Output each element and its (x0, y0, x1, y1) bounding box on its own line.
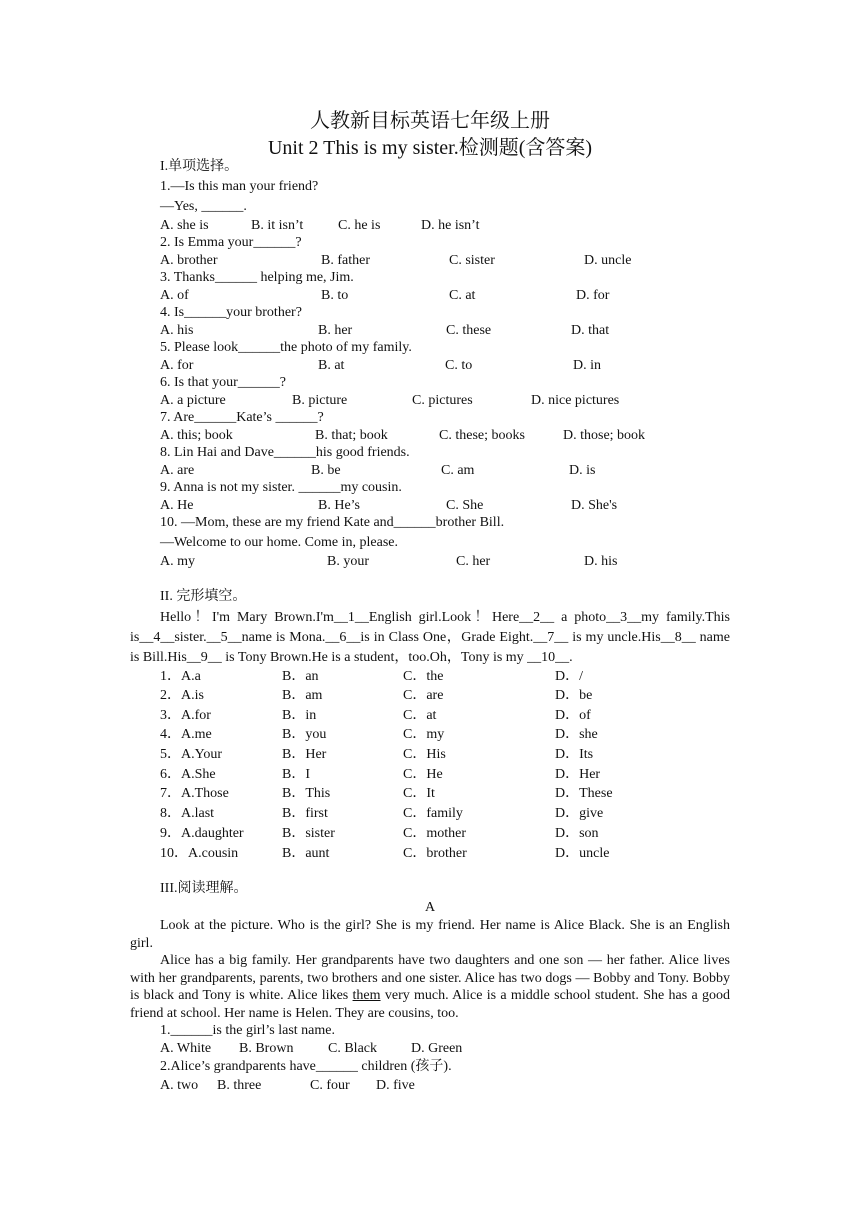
option-d: D. Green (411, 1041, 463, 1056)
underlined-word: them (352, 988, 381, 1003)
option-c: C. four (310, 1078, 350, 1093)
cloze-option-a: 1．A.a (160, 669, 201, 684)
cloze-option-a: 8．A.last (160, 806, 215, 821)
cloze-option-b: B．This (282, 786, 331, 801)
cloze-option-a: 5．A.Your (160, 747, 222, 762)
cloze-option-b: B．an (282, 669, 319, 684)
question-stem: 6. Is that your______? (160, 375, 286, 390)
cloze-option-d: D．uncle (555, 846, 610, 861)
option-a: A. He (160, 498, 194, 513)
section-heading-1: I.单项选择。 (160, 159, 239, 174)
cloze-option-b: B．I (282, 767, 310, 782)
question-stem-2: —Welcome to our home. Come in, please. (160, 535, 398, 550)
option-a: A. White (160, 1041, 212, 1056)
cloze-option-b: B．sister (282, 826, 335, 841)
option-c: C. at (449, 288, 476, 303)
question-stem: 7. Are______Kate’s ______? (160, 410, 324, 425)
option-b: B. it isn’t (251, 218, 304, 233)
option-a: A. my (160, 554, 195, 569)
option-d: D. that (571, 323, 610, 338)
cloze-passage: Hello！I'm Mary Brown.I'm__1__English girl.Look！Here__2__ a photo__3__my family.This is__4__sister.__5__name is Mona.__6__is in Class One，Grade Eight.__7__ is my uncle.His__8__ name is Bill.His__9__ is Tony Brown.He is a student，too.Oh，Tony is my __10__. (130, 610, 730, 665)
option-c: C. these (446, 323, 492, 338)
option-c: C. he is (338, 218, 381, 233)
cloze-option-b: B．aunt (282, 846, 330, 861)
option-b: B. He’s (318, 498, 360, 513)
cloze-option-c: C．the (403, 669, 444, 684)
option-a: A. two (160, 1078, 199, 1093)
cloze-option-d: D．These (555, 786, 613, 801)
reading-paragraph-1: Look at the picture. Who is the girl? She is my friend. Her name is Alice Black. She is an English girl. (130, 918, 730, 951)
question-stem: 9. Anna is not my sister. ______my cousin. (160, 480, 402, 495)
option-a: A. this; book (160, 428, 233, 443)
option-b: B. your (327, 554, 369, 569)
option-d: D. uncle (584, 253, 632, 268)
cloze-option-c: C．brother (403, 846, 467, 861)
option-b: B. picture (292, 393, 348, 408)
question-stem-2: —Yes, ______. (160, 199, 247, 214)
cloze-option-c: C．His (403, 747, 446, 762)
cloze-option-b: B．in (282, 708, 317, 723)
option-c: C. pictures (412, 393, 473, 408)
cloze-option-c: C．at (403, 708, 437, 723)
cloze-option-d: D．Her (555, 767, 601, 782)
question-stem: 10. —Mom, these are my friend Kate and______brother Bill. (160, 515, 505, 530)
section-heading-3: III.阅读理解。 (160, 881, 248, 896)
cloze-option-c: C．He (403, 767, 443, 782)
paragraph-text: Alice has a big family. Her grandparents have two daughters and one son — her father. Alice lives with her grandparents, parents, two brothers and one sister. Alice has two dogs — Bobby and Tony. Bobby is black and Tony is white. Alice likes (130, 953, 730, 1003)
option-c: C. these; books (439, 428, 525, 443)
option-c: C. to (445, 358, 473, 373)
option-b: B. three (217, 1078, 262, 1093)
option-b: B. at (318, 358, 345, 373)
question-stem: 8. Lin Hai and Dave______his good friends. (160, 445, 410, 460)
option-b: B. that; book (315, 428, 388, 443)
option-b: B. father (321, 253, 370, 268)
option-d: D. is (569, 463, 596, 478)
option-c: C. her (456, 554, 491, 569)
option-d: D. in (573, 358, 601, 373)
reading-question: 1.______is the girl’s last name. (160, 1023, 335, 1038)
option-d: D. those; book (563, 428, 646, 443)
option-c: C. am (441, 463, 475, 478)
page-subtitle: Unit 2 This is my sister.检测题(含答案) (267, 137, 593, 159)
cloze-option-a: 7．A.Those (160, 786, 229, 801)
option-a: A. for (160, 358, 194, 373)
paragraph-text: very much. Alice is a middle school student. She has a good friend at school. Her name is Helen. They are cousins, too. (130, 988, 731, 1021)
cloze-option-d: D．of (555, 708, 591, 723)
cloze-option-b: B．first (282, 806, 328, 821)
option-a: A. a picture (160, 393, 226, 408)
option-c: C. She (446, 498, 484, 513)
cloze-option-a: 3．A.for (160, 708, 211, 723)
section-heading-2: II. 完形填空。 (160, 589, 247, 604)
question-stem: 4. Is______your brother? (160, 305, 302, 320)
option-d: D. for (576, 288, 610, 303)
option-d: D. five (376, 1078, 415, 1093)
cloze-option-c: C．family (403, 806, 463, 821)
option-a: A. his (160, 323, 194, 338)
question-stem: 3. Thanks______ helping me, Jim. (160, 270, 354, 285)
cloze-option-b: B．am (282, 688, 323, 703)
option-c: C. Black (328, 1041, 377, 1056)
option-b: B. her (318, 323, 353, 338)
option-c: C. sister (449, 253, 495, 268)
cloze-option-d: D．give (555, 806, 604, 821)
option-a: A. brother (160, 253, 218, 268)
cloze-option-b: B．Her (282, 747, 327, 762)
cloze-option-d: D．be (555, 688, 593, 703)
question-stem: 2. Is Emma your______? (160, 235, 302, 250)
option-b: B. to (321, 288, 349, 303)
option-a: A. are (160, 463, 195, 478)
cloze-option-c: C．It (403, 786, 435, 801)
reading-question: 2.Alice’s grandparents have______ children (孩子). (160, 1059, 452, 1074)
cloze-option-a: 4．A.me (160, 727, 212, 742)
cloze-option-a: 6．A.She (160, 767, 216, 782)
cloze-option-c: C．mother (403, 826, 466, 841)
cloze-option-a: 9．A.daughter (160, 826, 244, 841)
cloze-option-a: 2．A.is (160, 688, 204, 703)
option-d: D. he isn’t (421, 218, 480, 233)
option-a: A. of (160, 288, 189, 303)
question-stem: 1.—Is this man your friend? (160, 179, 319, 194)
cloze-option-d: D．/ (555, 669, 583, 684)
option-a: A. she is (160, 218, 209, 233)
cloze-option-b: B．you (282, 727, 327, 742)
page-title: 人教新目标英语七年级上册 (310, 110, 550, 132)
cloze-option-d: D．son (555, 826, 599, 841)
reading-paragraph-2 (130, 952, 730, 1022)
cloze-option-a: 10．A.cousin (160, 846, 239, 861)
cloze-option-c: C．are (403, 688, 444, 703)
cloze-option-d: D．Its (555, 747, 594, 762)
option-b: B. be (311, 463, 341, 478)
option-d: D. She's (571, 498, 618, 513)
cloze-option-c: C．my (403, 727, 445, 742)
option-b: B. Brown (239, 1041, 294, 1056)
passage-label: A (424, 900, 436, 915)
option-d: D. nice pictures (531, 393, 620, 408)
cloze-option-d: D．she (555, 727, 598, 742)
option-d: D. his (584, 554, 618, 569)
question-stem: 5. Please look______the photo of my family. (160, 340, 412, 355)
